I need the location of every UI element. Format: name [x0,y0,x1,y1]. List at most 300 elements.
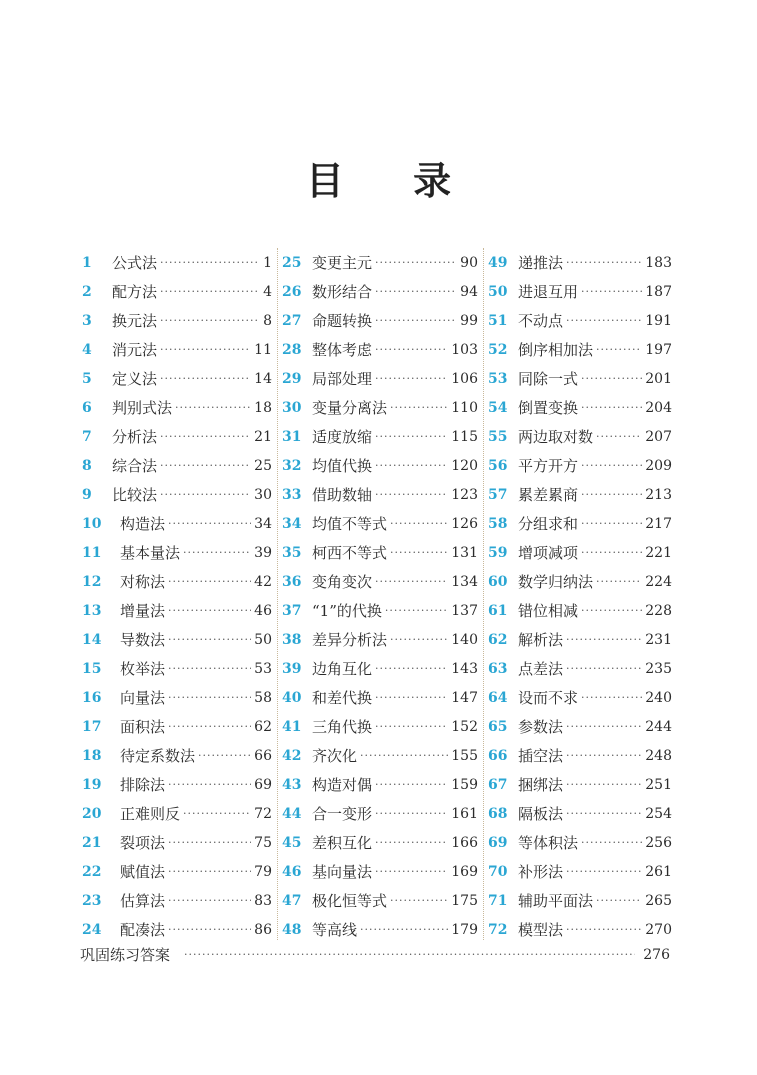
toc-entry[interactable] [282,248,478,277]
toc-entry-number: 40 [282,689,302,706]
toc-entry-title: 解析法 [518,631,564,649]
toc-entry[interactable] [488,422,672,451]
dot-leader [375,343,448,356]
toc-entry-title: 补形法 [518,863,564,881]
toc-entry-page: 58 [254,689,272,706]
toc-entry-number: 46 [282,863,302,880]
toc-entry-title: 累差累商 [518,486,579,504]
toc-entry-page: 86 [254,921,272,938]
dot-leader [596,894,642,907]
dot-leader [375,720,448,733]
dot-leader [581,604,642,617]
dot-leader [581,372,642,385]
toc-entry-page: 50 [254,631,272,648]
toc-entry-title: 定义法 [112,370,158,388]
toc-entry[interactable] [488,306,672,335]
toc-entry-title: 等体积法 [518,834,579,852]
toc-entry-title: 构造法 [120,515,166,533]
toc-entry-page: 62 [254,718,272,735]
toc-entry[interactable] [76,538,272,567]
toc-entry-title: 增项减项 [518,544,579,562]
toc-entry-number: 63 [488,660,508,677]
toc-entry-number: 8 [82,457,92,474]
toc-entry[interactable] [76,683,272,712]
toc-entry-title: 综合法 [112,457,158,475]
toc-entry-number: 26 [282,283,302,300]
toc-entry[interactable] [282,509,478,538]
toc-entry-title: 构造对偶 [312,776,373,794]
dot-leader [581,285,642,298]
dot-leader [375,256,457,269]
toc-entry[interactable] [282,277,478,306]
dot-leader [160,459,251,472]
toc-entry[interactable] [76,393,272,422]
dot-leader [160,430,251,443]
toc-entry-number: 35 [282,544,302,561]
toc-entry-title: 裂项法 [120,834,166,852]
toc-entry[interactable] [488,509,672,538]
toc-entry-page: 75 [254,834,272,851]
toc-entry-page: 155 [451,747,478,764]
toc-column-2 [282,248,478,944]
dot-leader [168,517,251,530]
dot-leader [596,430,642,443]
toc-entry-title: “1”的代换 [312,602,382,620]
dot-leader [566,314,642,327]
dot-leader [168,662,251,675]
toc-entry-title: 对称法 [120,573,166,591]
toc-entry[interactable] [282,654,478,683]
toc-entry-page: 191 [645,312,672,329]
page-title: 目 录 [305,158,480,203]
dot-leader [168,865,251,878]
toc-entry-title: 变更主元 [312,254,373,272]
dot-leader [168,836,251,849]
dot-leader [566,778,642,791]
toc-entry-number: 16 [82,689,102,706]
dot-leader [184,948,635,961]
toc-entry-number: 18 [82,747,102,764]
toc-entry-number: 38 [282,631,302,648]
toc-entry[interactable] [282,712,478,741]
dot-leader [581,401,642,414]
toc-entry-page: 201 [645,370,672,387]
toc-entry-title: 合一变形 [312,805,373,823]
dot-leader [360,749,448,762]
toc-entry-number: 37 [282,602,302,619]
toc-entry[interactable] [76,770,272,799]
toc-entry[interactable] [488,567,672,596]
toc-entry-number: 19 [82,776,102,793]
toc-entry-page: 248 [645,747,672,764]
toc-entry-number: 1 [82,254,92,271]
dot-leader [168,894,251,907]
toc-entry-page: 197 [645,341,672,358]
toc-entry-number: 66 [488,747,508,764]
toc-entry-page: 147 [451,689,478,706]
toc-entry[interactable] [76,654,272,683]
toc-entry-number: 28 [282,341,302,358]
toc-entry-page: 90 [460,254,478,271]
toc-entry-title: 待定系数法 [120,747,196,765]
toc-entry-title: 导数法 [120,631,166,649]
toc-entry[interactable] [488,886,672,915]
toc-entry-title: 数形结合 [312,283,373,301]
toc-entry[interactable] [76,567,272,596]
toc-entry-title: 配方法 [112,283,158,301]
toc-entry-page: 265 [645,892,672,909]
toc-entry-page: 69 [254,776,272,793]
toc-entry-page: 161 [451,805,478,822]
toc-entry[interactable] [76,741,272,770]
toc-entry-page: 175 [451,892,478,909]
toc-entry-page: 217 [645,515,672,532]
toc-entry-page: 221 [645,544,672,561]
toc-entry[interactable] [488,364,672,393]
toc-entry-page: 152 [451,718,478,735]
toc-entry-title: 倒序相加法 [518,341,594,359]
toc-entry-number: 17 [82,718,102,735]
toc-entry-page: 46 [254,602,272,619]
toc-entry-title: 枚举法 [120,660,166,678]
toc-entry-number: 72 [488,921,508,938]
toc-entry-number: 3 [82,312,92,329]
toc-entry-page: 83 [254,892,272,909]
toc-entry-title: 隔板法 [518,805,564,823]
dot-leader [596,575,642,588]
toc-entry-number: 42 [282,747,302,764]
dot-leader [581,836,642,849]
toc-entry-number: 32 [282,457,302,474]
toc-entry-page: 231 [645,631,672,648]
toc-entry-page: 18 [254,399,272,416]
dot-leader [375,372,448,385]
toc-entry-page: 256 [645,834,672,851]
toc-entry-page: 39 [254,544,272,561]
toc-entry[interactable] [76,915,272,944]
toc-entry[interactable] [488,451,672,480]
toc-entry-number: 20 [82,805,102,822]
toc-entry-number: 47 [282,892,302,909]
toc-entry-page: 79 [254,863,272,880]
toc-entry-page: 224 [645,573,672,590]
toc-entry-title: 捆绑法 [518,776,564,794]
toc-entry-page: 110 [451,399,478,416]
toc-entry[interactable] [282,596,478,625]
toc-entry-number: 49 [488,254,508,271]
toc-entry[interactable] [76,509,272,538]
toc-entry-number: 27 [282,312,302,329]
toc-entry[interactable] [282,538,478,567]
dot-leader [566,923,642,936]
dot-leader [375,662,448,675]
toc-entry-title: 模型法 [518,921,564,939]
toc-entry[interactable] [282,857,478,886]
toc-entry[interactable] [282,451,478,480]
dot-leader [360,923,448,936]
toc-entry[interactable] [488,596,672,625]
toc-entry-title: 判别式法 [112,399,173,417]
toc-entry[interactable] [488,248,672,277]
toc-entry-title: 整体考虑 [312,341,373,359]
toc-entry-title: 分组求和 [518,515,579,533]
toc-entry-number: 56 [488,457,508,474]
toc-entry[interactable] [488,538,672,567]
toc-entry[interactable] [282,915,478,944]
toc-entry[interactable] [488,335,672,364]
toc-entry-title: 等高线 [312,921,358,939]
toc-entry-number: 7 [82,428,92,445]
toc-entry-title: 柯西不等式 [312,544,388,562]
toc-entry[interactable] [76,828,272,857]
toc-entry-title: 比较法 [112,486,158,504]
toc-entry-number: 60 [488,573,508,590]
dot-leader [581,691,642,704]
dot-leader [375,865,448,878]
dot-leader [168,575,251,588]
toc-entry-number: 11 [82,544,102,561]
toc-entry-title: 不动点 [518,312,564,330]
toc-entry[interactable] [282,683,478,712]
dot-leader [375,285,457,298]
dot-leader [566,807,642,820]
toc-entry-page: 106 [451,370,478,387]
dot-leader [168,720,251,733]
toc-entry-number: 5 [82,370,92,387]
toc-entry[interactable] [76,480,272,509]
dot-leader [581,517,642,530]
toc-entry[interactable] [488,741,672,770]
toc-entry[interactable] [282,335,478,364]
toc-entry-number: 14 [82,631,102,648]
dot-leader [175,401,251,414]
dot-leader [375,314,457,327]
toc-entry-page: 42 [254,573,272,590]
toc-entry-title: 设而不求 [518,689,579,707]
dot-leader [168,604,251,617]
toc-entry-title: 变量分离法 [312,399,388,417]
toc-entry[interactable] [282,625,478,654]
dot-leader [375,459,448,472]
toc-entry[interactable] [76,422,272,451]
toc-entry[interactable] [282,306,478,335]
toc-entry-number: 64 [488,689,508,706]
dot-leader [566,720,642,733]
toc-entry-page: 235 [645,660,672,677]
dot-leader [375,430,448,443]
toc-entry[interactable] [76,799,272,828]
toc-column-3 [488,248,672,944]
toc-entry-page: 94 [460,283,478,300]
toc-entry-number: 6 [82,399,92,416]
toc-entry-page: 53 [254,660,272,677]
toc-entry[interactable] [488,625,672,654]
toc-entry-number: 58 [488,515,508,532]
toc-entry-title: 错位相减 [518,602,579,620]
toc-entry-title: 基本量法 [120,544,181,562]
dot-leader [183,546,251,559]
toc-entry-page: 123 [451,486,478,503]
toc-entry[interactable] [488,277,672,306]
toc-entry[interactable] [282,741,478,770]
toc-entry-number: 55 [488,428,508,445]
dot-leader [375,691,448,704]
toc-entry-title: 点差法 [518,660,564,678]
toc-entry[interactable] [488,683,672,712]
toc-entry-title: 局部处理 [312,370,373,388]
toc-entry[interactable] [76,335,272,364]
toc-entry-title: 巩固练习答案 [80,946,171,964]
toc-entry-answers[interactable] [80,944,670,965]
toc-entry-number: 41 [282,718,302,735]
toc-entry[interactable] [282,799,478,828]
toc-entry-title: 消元法 [112,341,158,359]
toc-entry[interactable] [282,828,478,857]
toc-entry-title: 适度放缩 [312,428,373,446]
column-divider [277,248,278,940]
toc-entry-page: 99 [460,312,478,329]
toc-entry-page: 115 [451,428,478,445]
toc-entry-number: 22 [82,863,102,880]
toc-entry-title: 齐次化 [312,747,358,765]
toc-entry-page: 8 [263,312,272,329]
toc-entry-title: 均值代换 [312,457,373,475]
dot-leader [375,807,448,820]
toc-entry[interactable] [76,886,272,915]
toc-entry-number: 59 [488,544,508,561]
toc-entry-title: 借助数轴 [312,486,373,504]
dot-leader [375,575,448,588]
toc-entry[interactable] [282,886,478,915]
dot-leader [168,778,251,791]
toc-entry-number: 25 [282,254,302,271]
dot-leader [168,633,251,646]
toc-entry-number: 68 [488,805,508,822]
toc-entry[interactable] [488,712,672,741]
toc-entry-number: 36 [282,573,302,590]
toc-entry-page: 137 [451,602,478,619]
toc-entry[interactable] [282,770,478,799]
toc-entry-page: 134 [451,573,478,590]
toc-entry[interactable] [282,422,478,451]
toc-entry[interactable] [76,625,272,654]
toc-entry-title: 基向量法 [312,863,373,881]
toc-entry-title: 换元法 [112,312,158,330]
toc-entry-title: 分析法 [112,428,158,446]
toc-entry-number: 9 [82,486,92,503]
toc-entry-number: 70 [488,863,508,880]
toc-entry[interactable] [282,364,478,393]
toc-entry[interactable] [488,770,672,799]
toc-entry-number: 31 [282,428,302,445]
dot-leader [160,488,251,501]
toc-entry[interactable] [488,393,672,422]
toc-entry-title: 数学归纳法 [518,573,594,591]
toc-entry-page: 209 [645,457,672,474]
dot-leader [566,256,642,269]
toc-entry-number: 52 [488,341,508,358]
toc-entry[interactable] [76,451,272,480]
toc-entry-number: 29 [282,370,302,387]
dot-leader [183,807,251,820]
toc-entry-title: 排除法 [120,776,166,794]
toc-entry-number: 54 [488,399,508,416]
toc-entry-number: 33 [282,486,302,503]
dot-leader [168,691,251,704]
toc-entry[interactable] [488,857,672,886]
toc-entry[interactable] [76,277,272,306]
toc-entry[interactable] [488,828,672,857]
toc-entry[interactable] [488,654,672,683]
toc-entry-page: 240 [645,689,672,706]
dot-leader [375,778,448,791]
toc-entry-page: 131 [451,544,478,561]
toc-entry-title: 均值不等式 [312,515,388,533]
dot-leader [581,488,642,501]
toc-entry-page: 187 [645,283,672,300]
toc-entry-number: 12 [82,573,102,590]
toc-entry[interactable] [282,567,478,596]
toc-entry[interactable] [76,248,272,277]
toc-entry[interactable] [488,915,672,944]
toc-entry-number: 69 [488,834,508,851]
dot-leader [168,923,251,936]
toc-entry-title: 和差代换 [312,689,373,707]
toc-entry-title: 赋值法 [120,863,166,881]
toc-entry-title: 差积互化 [312,834,373,852]
toc-entry-number: 45 [282,834,302,851]
toc-entry-page: 4 [263,283,272,300]
toc-entry[interactable] [76,306,272,335]
toc-entry-number: 13 [82,602,102,619]
toc-entry-number: 57 [488,486,508,503]
toc-entry-title: 两边取对数 [518,428,594,446]
toc-entry-number: 71 [488,892,508,909]
toc-entry-page: 204 [645,399,672,416]
toc-entry-page: 159 [451,776,478,793]
toc-entry-page: 207 [645,428,672,445]
toc-entry[interactable] [76,857,272,886]
dot-leader [581,459,642,472]
toc-entry-page: 25 [254,457,272,474]
toc-entry[interactable] [76,364,272,393]
toc-entry-page: 276 [643,946,670,963]
dot-leader [375,488,448,501]
toc-entry[interactable] [282,393,478,422]
toc-entry-number: 43 [282,776,302,793]
toc-entry-page: 213 [645,486,672,503]
toc-entry-number: 62 [488,631,508,648]
toc-entry[interactable] [76,596,272,625]
dot-leader [566,633,642,646]
toc-entry-page: 169 [451,863,478,880]
toc-entry-number: 21 [82,834,102,851]
toc-entry-title: 边角互化 [312,660,373,678]
toc-entry-page: 179 [451,921,478,938]
toc-entry[interactable] [76,712,272,741]
toc-entry-page: 14 [254,370,272,387]
toc-column-1 [76,248,272,944]
dot-leader [385,604,448,617]
toc-entry-number: 48 [282,921,302,938]
toc-entry[interactable] [488,480,672,509]
toc-entry-title: 极化恒等式 [312,892,388,910]
toc-entry-title: 命题转换 [312,312,373,330]
toc-entry-title: 平方开方 [518,457,579,475]
toc-entry-page: 30 [254,486,272,503]
toc-entry[interactable] [488,799,672,828]
toc-entry[interactable] [282,480,478,509]
